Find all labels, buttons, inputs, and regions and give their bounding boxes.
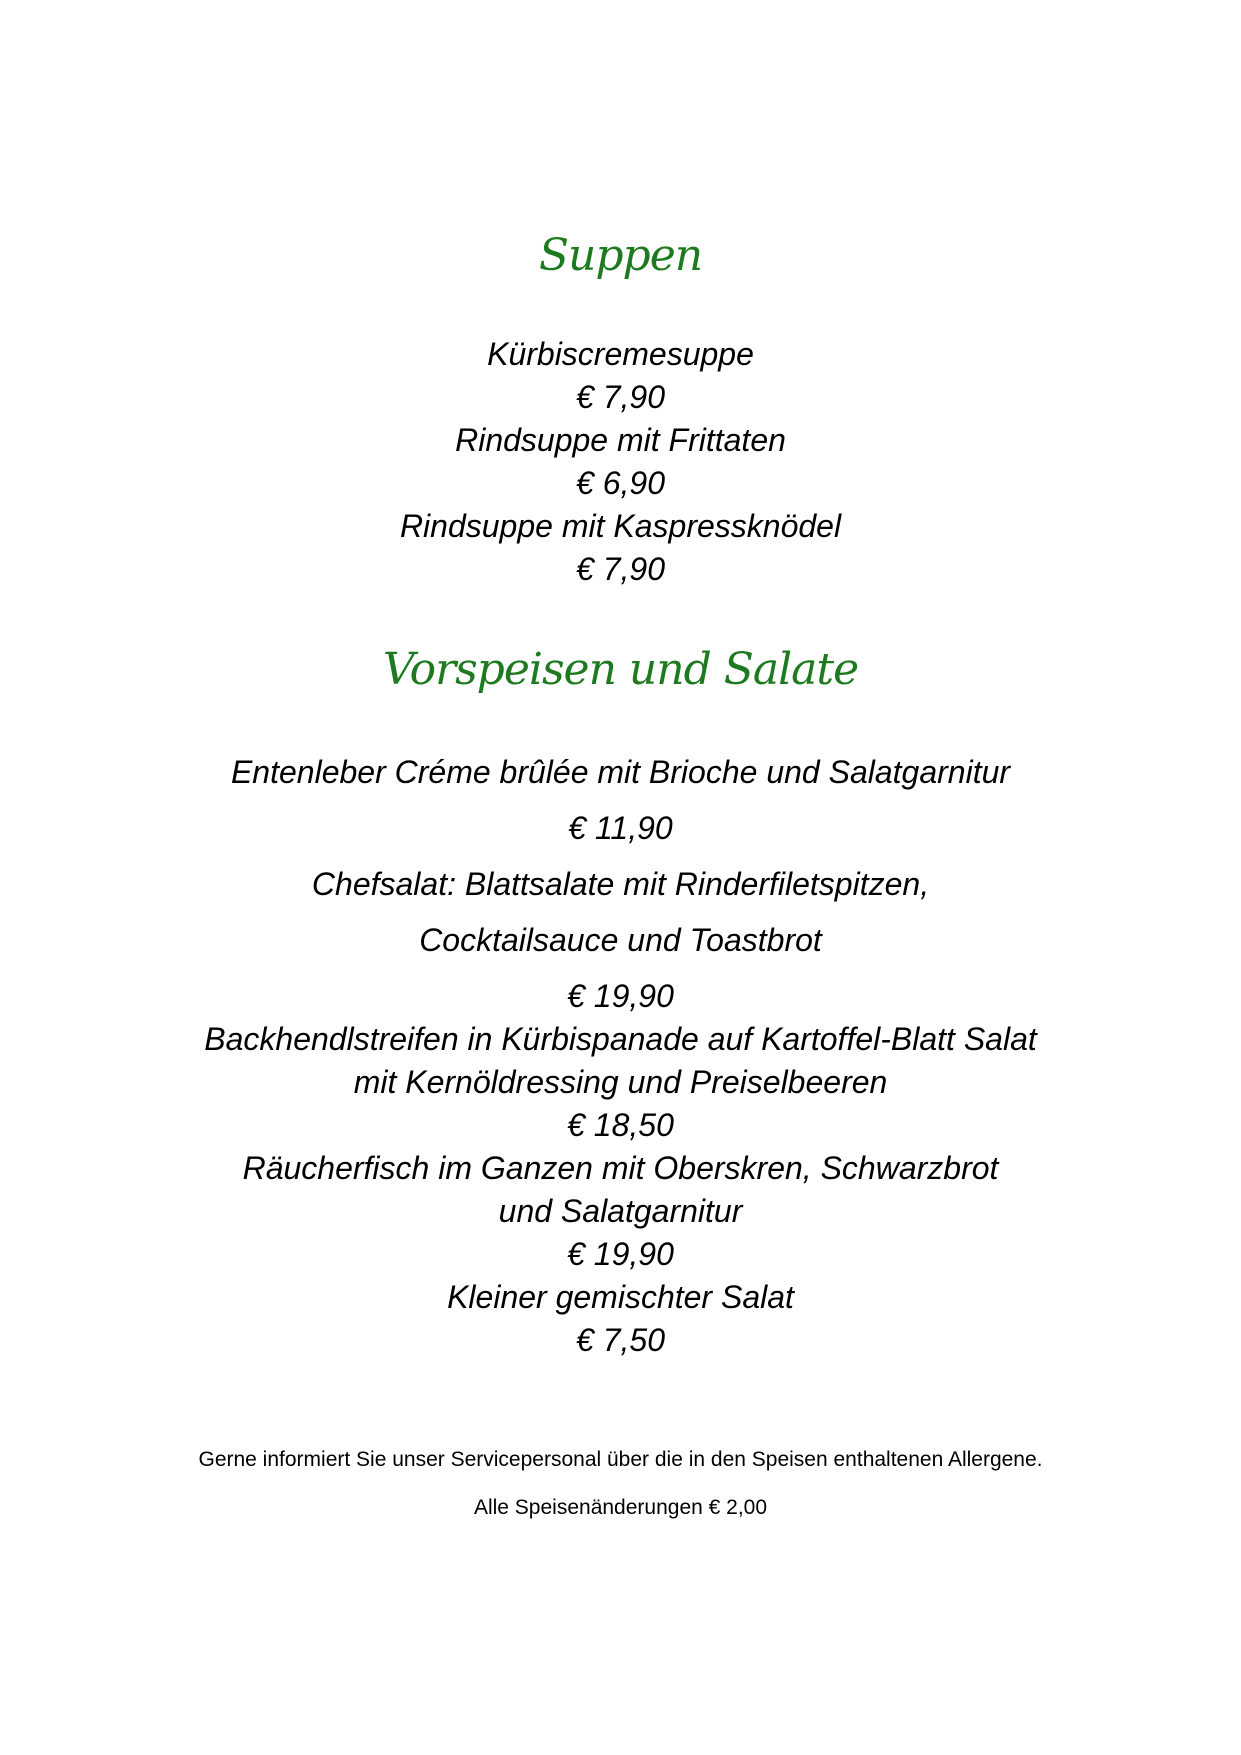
section-title-suppen: Suppen	[538, 230, 703, 281]
menu-item-price: € 7,90	[576, 551, 665, 587]
change-fee-note: Alle Speisenänderungen € 2,00	[473, 1496, 768, 1519]
allergen-note: Gerne informiert Sie unser Servicepersonal über die in den Speisen enthaltenen Allergene.	[198, 1448, 1043, 1471]
menu-item-price: € 7,90	[576, 379, 665, 415]
menu-item-price: € 19,90	[567, 978, 674, 1014]
menu-item-price: € 19,90	[567, 1236, 674, 1272]
menu-item-price: € 11,90	[568, 810, 673, 846]
menu-item-name: Räucherfisch im Ganzen mit Oberskren, Schwarzbrot	[242, 1150, 999, 1186]
menu-item-name-continued: Cocktailsauce und Toastbrot	[419, 922, 822, 958]
menu-item-name: Rindsuppe mit Kaspressknödel	[399, 508, 842, 544]
menu-item-name-continued: mit Kernöldressing und Preiselbeeren	[353, 1064, 888, 1100]
menu-item-name: Entenleber Créme brûlée mit Brioche und Salatgarnitur	[230, 754, 1011, 790]
menu-item-price: € 18,50	[567, 1107, 674, 1143]
menu-item-price: € 6,90	[576, 465, 665, 501]
menu-item-name: Kürbiscremesuppe	[487, 336, 754, 372]
menu-item-name-continued: und Salatgarnitur	[498, 1193, 743, 1229]
section-title-vorspeisen: Vorspeisen und Salate	[382, 644, 859, 695]
menu-item-name: Kleiner gemischter Salat	[447, 1279, 794, 1315]
menu-item-name: Rindsuppe mit Frittaten	[455, 422, 786, 458]
menu-item-price: € 7,50	[576, 1322, 665, 1358]
menu-item-name: Backhendlstreifen in Kürbispanade auf Kartoffel-Blatt Salat	[204, 1021, 1037, 1057]
menu-item-name: Chefsalat: Blattsalate mit Rinderfiletspitzen,	[311, 866, 930, 902]
